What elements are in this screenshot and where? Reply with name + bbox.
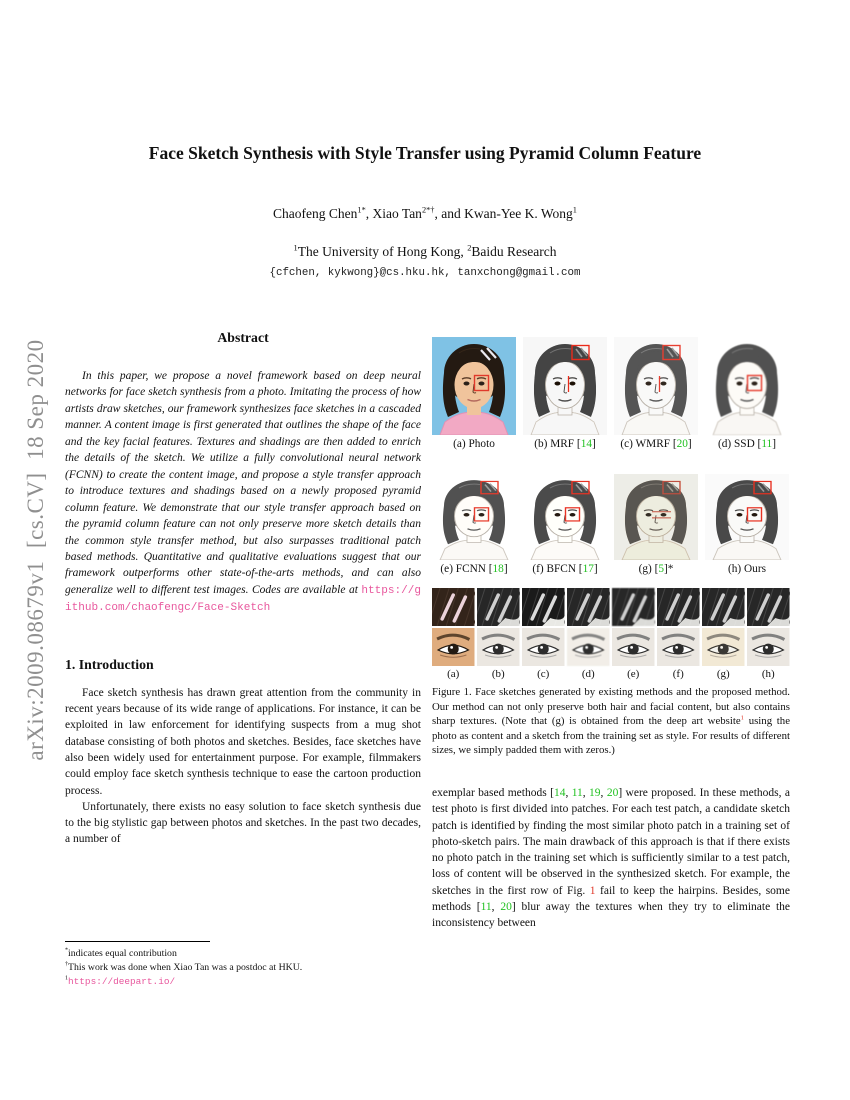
text-run: , — [582, 786, 590, 799]
figure1-patch-grid — [432, 588, 790, 666]
text-run: Chaofeng Chen — [273, 206, 358, 221]
footnote-deepart-link — [65, 975, 421, 989]
figure1-patch-eye-(d) — [567, 628, 610, 666]
footnote-block — [65, 941, 421, 988]
citation-link[interactable]: 17 — [582, 563, 594, 575]
text-run: † — [65, 961, 69, 968]
text-run: fail to keep the hairpins. Besides, some methods [ — [432, 884, 790, 914]
citation-link[interactable]: 14 — [580, 438, 592, 450]
text-run: (b) MRF [ — [534, 438, 581, 450]
figure1-image-ssd — [705, 337, 789, 450]
footnote-equal-contribution — [65, 947, 421, 961]
text-run: , — [491, 901, 501, 914]
citation-link[interactable]: 19 — [589, 786, 601, 799]
abstract-heading: Abstract — [217, 330, 269, 345]
text-run: 2*† — [421, 205, 435, 215]
affiliations-line — [0, 244, 850, 260]
citation-link[interactable]: 11 — [480, 901, 492, 914]
text-run: , Xiao Tan — [365, 206, 422, 221]
url-link[interactable]: https://deepart.io/ — [68, 975, 176, 987]
text-run: , — [565, 786, 572, 799]
text-run: (e) FCNN [ — [440, 563, 493, 575]
text-run: In this paper, we propose a novel framework based on deep neural networks for face sketch synthesis from a photo. Imitating the process of how artists draw sketches, our framework synthesizes face sketches in a cascaded manner. A content image is first generated that outlines the shape of the face and the key facial features. Textures and shadings are then added to enrich the details of the sketch. We utilize a fully convolutional neural network (FCNN) to create the content image, and propose a style transfer approach to introduce textures and shadings based on a newly proposed pyramid column feature. We demonstrate that our style transfer approach based on the pyramid column feature can not only preserve more sketch details than the common style transfer method, but also surpasses traditional patch based methods. Quantitative and qualitative evaluations suggest that our framework outperforms other state-of-the-arts methods, and can also generalize well to different test images. Codes are available at — [65, 370, 421, 596]
text-run: ] — [772, 438, 776, 450]
intro-paragraph-2: Unfortunately, there exists no easy solution to face sketch synthesis due to the big stylistic gap between photos and sketches. In the past two decades, a number of — [65, 800, 421, 846]
text-run: using the photo as content and a sketch from the training set as style. For results of different sizes, we simply padded them with zeros.) — [432, 715, 790, 757]
left-column — [65, 330, 421, 848]
figure1-subcaption-deepart — [639, 563, 674, 575]
text-run: (d) SSD [ — [718, 438, 762, 450]
arxiv-banner: arXiv:2009.08679v1 [cs.CV] 18 Sep 2020 — [23, 339, 48, 761]
intro-paragraph-1: Face sketch synthesis has drawn great attention from the community in recent years because of its wide range of applications. For instance, it can be exploited in law enforcement for identifying suspects from a mug shot database consisting of both photos and sketches. Besides, face sketches have also been widely used for entertainment purpose. For example, filmmakers could employ face sketch synthesis technique to ease the cartoon production process. — [65, 686, 421, 797]
figure1-subcaption-wmrf — [620, 438, 691, 450]
figure1-patch-hair-(e) — [612, 588, 655, 626]
emails-line: {cfchen, kykwong}@cs.hku.hk, tanxchong@gmail.com — [269, 267, 581, 279]
figure1-patch-label: (f) — [672, 668, 684, 680]
figure1-image-mrf — [523, 337, 607, 450]
text-run: (f) BFCN [ — [532, 563, 583, 575]
text-run: ] — [593, 563, 598, 575]
citation-link[interactable]: 11 — [571, 786, 583, 799]
figure1-patch-eye-(b) — [477, 628, 520, 666]
figure1-patch-hair-(a) — [432, 588, 475, 626]
figure1-subcaption-fcnn — [440, 563, 507, 575]
text-run: 1 — [293, 243, 298, 253]
figure1-patch-label: (g) — [716, 668, 730, 680]
citation-link[interactable]: 20 — [500, 901, 512, 914]
figure1-patch-label: (a) — [447, 668, 460, 680]
text-run: ] — [687, 438, 692, 450]
figure1-image-bfcn — [523, 474, 607, 575]
text-run: 2 — [467, 243, 472, 253]
citation-link[interactable]: 18 — [492, 563, 504, 575]
figure1-patch-eye-(f) — [657, 628, 700, 666]
figure1-subcaption-ssd — [718, 438, 776, 450]
internal-ref-link[interactable]: 1 — [740, 714, 744, 722]
text-run: ] blur away the textures when they try to eliminate the inconsistency between — [432, 901, 791, 930]
figure1-patch-label: (c) — [537, 668, 550, 680]
figure1-patch-hair-(d) — [567, 588, 610, 626]
figure1-image-wmrf — [614, 337, 698, 450]
figure1-patch-eye-(a) — [432, 628, 475, 666]
figure1-patch-eye-(h) — [747, 628, 790, 666]
figure1-image-fcnn — [432, 474, 516, 575]
citation-link[interactable]: 5 — [658, 563, 664, 575]
text-run: The University of Hong Kong, — [297, 244, 468, 259]
figure1-patch-eye-(c) — [522, 628, 565, 666]
citation-link[interactable]: 11 — [761, 438, 773, 450]
authors-line — [0, 206, 850, 222]
text-run: ]* — [664, 563, 674, 575]
figure1-row1 — [432, 337, 790, 450]
figure1-patch-label: (b) — [491, 668, 505, 680]
text-run: (c) WMRF [ — [620, 438, 677, 450]
right-column — [432, 337, 790, 932]
figure1-patch-hair-(c) — [522, 588, 565, 626]
text-run: (h) Ours — [728, 563, 766, 575]
figure1-patch-label: (d) — [581, 668, 595, 680]
figure1-patch-hair-(h) — [747, 588, 790, 626]
figure1-caption — [432, 685, 790, 758]
footnote-xiao-tan-hku — [65, 961, 421, 975]
url-link[interactable]: https://github.com/chaofengc/Face-Sketch — [65, 584, 421, 615]
abstract-text — [65, 368, 421, 617]
text-run: (a) Photo — [453, 438, 495, 450]
text-run: 1 — [572, 205, 577, 215]
text-run: indicates equal contribution — [68, 948, 177, 959]
figure1-patch-labels — [432, 668, 790, 680]
figure1-patch-hair-(b) — [477, 588, 520, 626]
figure1-image-deepart — [614, 474, 698, 575]
text-run: 1 — [65, 975, 69, 982]
figure1-patch-label: (h) — [761, 668, 775, 680]
right-column-paragraph — [432, 785, 790, 932]
figure1-image-ours — [705, 474, 789, 575]
paper-title: Face Sketch Synthesis with Style Transfer using Pyramid Column Feature — [148, 143, 702, 163]
figure1-patch-eye-(g) — [702, 628, 745, 666]
figure1-subcaption-photo — [453, 438, 495, 450]
text-run: (g) [ — [638, 563, 659, 575]
text-run: Figure 1. Face sketches generated by existing methods and the proposed method. Our method can not only preserve both hair and facial content, but also contains sharp textures. (Note that (g) is obtained from the deep art website — [432, 686, 790, 728]
text-run: * — [65, 947, 69, 954]
text-run: , — [600, 786, 607, 799]
text-run: ] were proposed. In these methods, a test photo is first divided into patches. For each test patch, a candidate sketch patch is identified by finding the most similar photo patch in a training set of photo-sketch pairs. The main drawback of this approach is that if there exists no photo patch in the training set which is sufficiently similar to a test patch, loss of content will be observed in the synthesized sketch. For example, the sketches in the first row of Fig. — [432, 786, 791, 897]
text-run: ] — [503, 563, 508, 575]
text-run: , and Kwan-Yee K. Wong — [434, 206, 573, 221]
text-run: exemplar based methods [ — [432, 786, 554, 799]
internal-ref-link[interactable]: 1 — [589, 884, 596, 897]
figure1-patch-label: (e) — [627, 668, 640, 680]
figure1-row2 — [432, 474, 790, 575]
text-run: Baidu Research — [471, 244, 557, 259]
section-heading-introduction: 1. Introduction — [65, 656, 154, 672]
figure1-image-photo — [432, 337, 516, 450]
citation-link[interactable]: 14 — [553, 786, 566, 799]
figure1-subcaption-mrf — [534, 438, 596, 450]
figure1-patch-eye-(e) — [612, 628, 655, 666]
figure1-subcaption-ours — [728, 563, 766, 575]
text-run: ] — [591, 438, 596, 450]
figure1-patch-hair-(f) — [657, 588, 700, 626]
footnote-rule — [65, 941, 210, 942]
figure1-subcaption-bfcn — [532, 563, 597, 575]
figure1-patch-hair-(g) — [702, 588, 745, 626]
citation-link[interactable]: 20 — [606, 786, 619, 799]
citation-link[interactable]: 20 — [676, 438, 688, 450]
text-run: This work was done when Xiao Tan was a postdoc at HKU. — [68, 961, 303, 973]
text-run: 1* — [357, 205, 366, 215]
